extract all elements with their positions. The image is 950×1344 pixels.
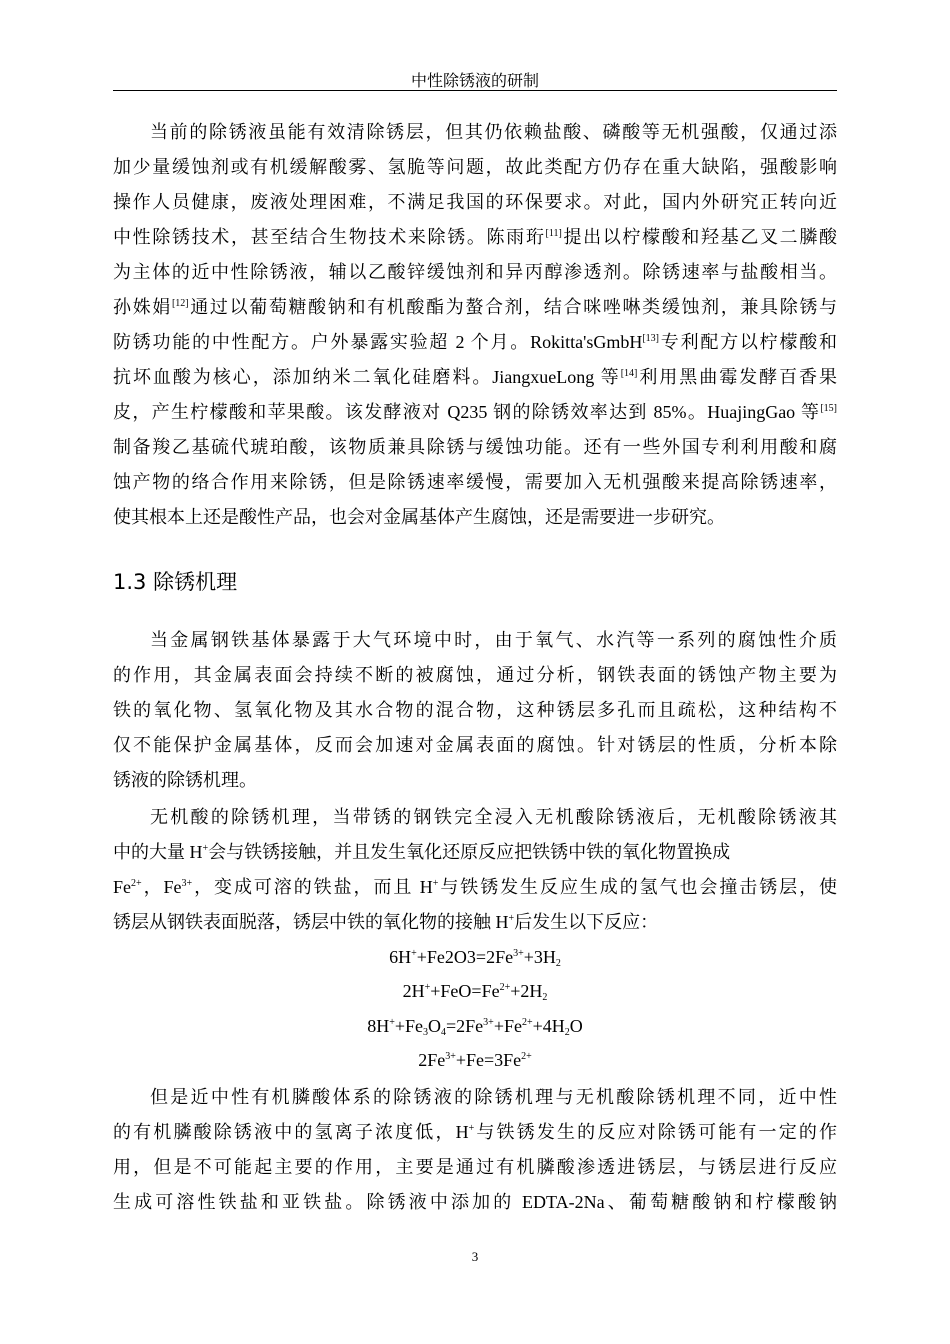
subscript: 2 (542, 992, 548, 1003)
equation (113, 980, 837, 1002)
text-run: 2Fe (418, 1050, 446, 1070)
text-run: 中性除锈技术，甚至结合生物技术来除锈。陈雨珩 (113, 227, 546, 247)
supscript: [12] (171, 298, 189, 309)
text-line (150, 806, 837, 828)
text-line (150, 1086, 837, 1108)
text-line (113, 366, 837, 388)
supscript: + (468, 1123, 475, 1134)
text-run: 孙姝娟 (113, 297, 172, 317)
text-line (113, 876, 837, 898)
text-line (113, 226, 837, 248)
text-run: ，变成可溶的铁盐，而且 H (192, 877, 433, 897)
text-run: 与铁锈发生的反应对除锈可能有一定的作 (474, 1122, 838, 1142)
text-run: 当前的除锈液虽能有效清除锈层，但其仍依赖盐酸、磷酸等无机强酸，仅通过添 (150, 122, 837, 142)
subscript: 2 (564, 1027, 570, 1038)
supscript: 2+ (131, 878, 142, 889)
supscript: + (202, 843, 209, 854)
text-run: 提出以柠檬酸和羟基乙叉二膦酸 (561, 227, 837, 247)
section-heading: 1.3 除锈机理 (113, 570, 238, 594)
supscript: 3+ (445, 1051, 456, 1062)
text-run: 使其根本上还是酸性产品，也会对金属基体产生腐蚀，还是需要进一步研究。 (113, 507, 725, 527)
text-run: +Fe2O3=2Fe (416, 947, 514, 967)
text-run: 后发生以下反应： (514, 912, 659, 932)
equation (113, 1015, 837, 1037)
text-run: 当金属钢铁基体暴露于大气环境中时，由于氧气、水汽等一系列的腐蚀性介质 (150, 630, 837, 650)
text-line (113, 261, 837, 283)
text-run: 利用黑曲霉发酵百香果 (637, 367, 838, 387)
text-run: 为主体的近中性除锈液，辅以乙酸锌缓蚀剂和异丙醇渗透剂。除锈速率与盐酸相当。 (113, 262, 837, 282)
text-line (150, 629, 837, 651)
text-line (113, 734, 837, 756)
supscript: + (432, 878, 439, 889)
supscript: [14] (620, 368, 638, 379)
text-run: 但是近中性有机膦酸体系的除锈液的除锈机理与无机酸除锈机理不同，近中性 (150, 1087, 837, 1107)
text-run: 铁的氧化物、氢氧化物及其水合物的混合物，这种锈层多孔而且疏松，这种结构不 (113, 700, 837, 720)
text-run: 仅不能保护金属基体，反而会加速对金属表面的腐蚀。针对锈层的性质，分析本除 (113, 735, 837, 755)
text-line (113, 1121, 837, 1143)
text-run: ，Fe (141, 877, 182, 897)
text-run: +4H (532, 1016, 565, 1036)
text-run: Fe (113, 877, 131, 897)
text-run: 用，但是不可能起主要的作用，主要是通过有机膦酸渗透进锈层，与锈层进行反应 (113, 1157, 837, 1177)
supscript: [15] (820, 403, 837, 414)
text-line (113, 841, 837, 863)
text-run: +Fe=3Fe (455, 1050, 522, 1070)
supscript: 3+ (483, 1017, 494, 1028)
running-header: 中性除锈液的研制 (410, 73, 539, 90)
text-line (113, 1191, 837, 1213)
text-run: 操作人员健康，废液处理困难，不满足我国的环保要求。对此，国内外研究正转向近 (113, 192, 837, 212)
text-run: 与铁锈发生反应生成的氢气也会撞击锈层，使 (438, 877, 838, 897)
text-line (150, 121, 837, 143)
text-run: 专利配方以柠檬酸和 (659, 332, 838, 352)
text-run: +Fe (394, 1016, 424, 1036)
text-line (113, 331, 837, 353)
text-line (113, 471, 837, 493)
equation (113, 946, 837, 968)
text-run: =2Fe (446, 1016, 484, 1036)
supscript: [13] (642, 333, 660, 344)
text-run: 2H (402, 981, 425, 1001)
text-line (113, 664, 837, 686)
text-line (113, 401, 837, 423)
text-run: 的作用，其金属表面会持续不断的被腐蚀，通过分析，钢铁表面的锈蚀产物主要为 (113, 665, 837, 685)
text-run: O (428, 1016, 442, 1036)
text-run: +3H (523, 947, 556, 967)
text-line (113, 436, 837, 458)
text-run: 无机酸的除锈机理，当带锈的钢铁完全浸入无机酸除锈液后，无机酸除锈液其 (150, 807, 837, 827)
text-run: 抗坏血酸为核心，添加纳米二氧化硅磨料。JiangxueLong 等 (113, 367, 621, 387)
supscript: 2+ (499, 982, 511, 993)
text-run: 通过以葡萄糖酸钠和有机酸酯为螯合剂，结合咪唑啉类缓蚀剂，兼具除锈与 (188, 297, 838, 317)
supscript: [11] (545, 228, 562, 239)
subscript: 4 (441, 1027, 447, 1038)
supscript: 2+ (521, 1017, 533, 1028)
supscript: + (411, 948, 417, 959)
text-line (113, 911, 837, 933)
text-line (113, 506, 837, 528)
text-run: +2H (510, 981, 543, 1001)
text-line (113, 191, 837, 213)
text-line (113, 769, 837, 791)
text-run: 8H (367, 1016, 390, 1036)
supscript: + (424, 982, 431, 993)
subscript: 3 (423, 1027, 429, 1038)
supscript: 3+ (181, 878, 193, 889)
supscript: 2+ (521, 1051, 532, 1062)
text-line (113, 296, 837, 318)
text-run: O (569, 1016, 583, 1036)
text-run: +Fe (493, 1016, 522, 1036)
text-run: 皮，产生柠檬酸和苹果酸。该发酵液对 Q235 钢的除锈效率达到 85%。HuajingGao 等 (113, 402, 821, 422)
page-number: 3 (471, 1249, 479, 1264)
text-line (113, 156, 837, 178)
text-run: 锈层从钢铁表面脱落，锈层中铁的氧化物的接触 H (113, 912, 509, 932)
text-run: +FeO=Fe (430, 981, 500, 1001)
text-run: 制备羧乙基硫代琥珀酸，该物质兼具除锈与缓蚀功能。还有一些外国专利利用酸和腐 (113, 437, 837, 457)
text-line (113, 1156, 837, 1178)
equation (113, 1049, 837, 1071)
supscript: 3+ (513, 948, 524, 959)
text-run: 防锈功能的中性配方。户外暴露实验超 2 个月。Rokitta'sGmbH (113, 332, 643, 352)
supscript: + (389, 1017, 395, 1028)
text-run: 锈液的除锈机理。 (113, 770, 257, 790)
subscript: 2 (555, 958, 561, 969)
text-run: 加少量缓蚀剂或有机缓解酸雾、氢脆等问题，故此类配方仍存在重大缺陷，强酸影响 (113, 157, 837, 177)
text-run: 蚀产物的络合作用来除锈，但是除锈速率缓慢，需要加入无机强酸来提高除锈速率， (113, 472, 837, 492)
header-rule (113, 90, 837, 91)
text-run: 中的大量 H (113, 842, 203, 862)
text-run: 6H (389, 947, 412, 967)
text-run: 会与铁锈接触，并且发生氧化还原反应把铁锈中铁的氧化物置换成 (208, 842, 731, 862)
text-line (113, 699, 837, 721)
supscript: + (508, 913, 515, 924)
text-run: 的有机膦酸除锈液中的氢离子浓度低，H (113, 1122, 469, 1142)
text-run: 生成可溶性铁盐和亚铁盐。除锈液中添加的 EDTA-2Na、葡萄糖酸钠和柠檬酸钠 (113, 1192, 837, 1212)
